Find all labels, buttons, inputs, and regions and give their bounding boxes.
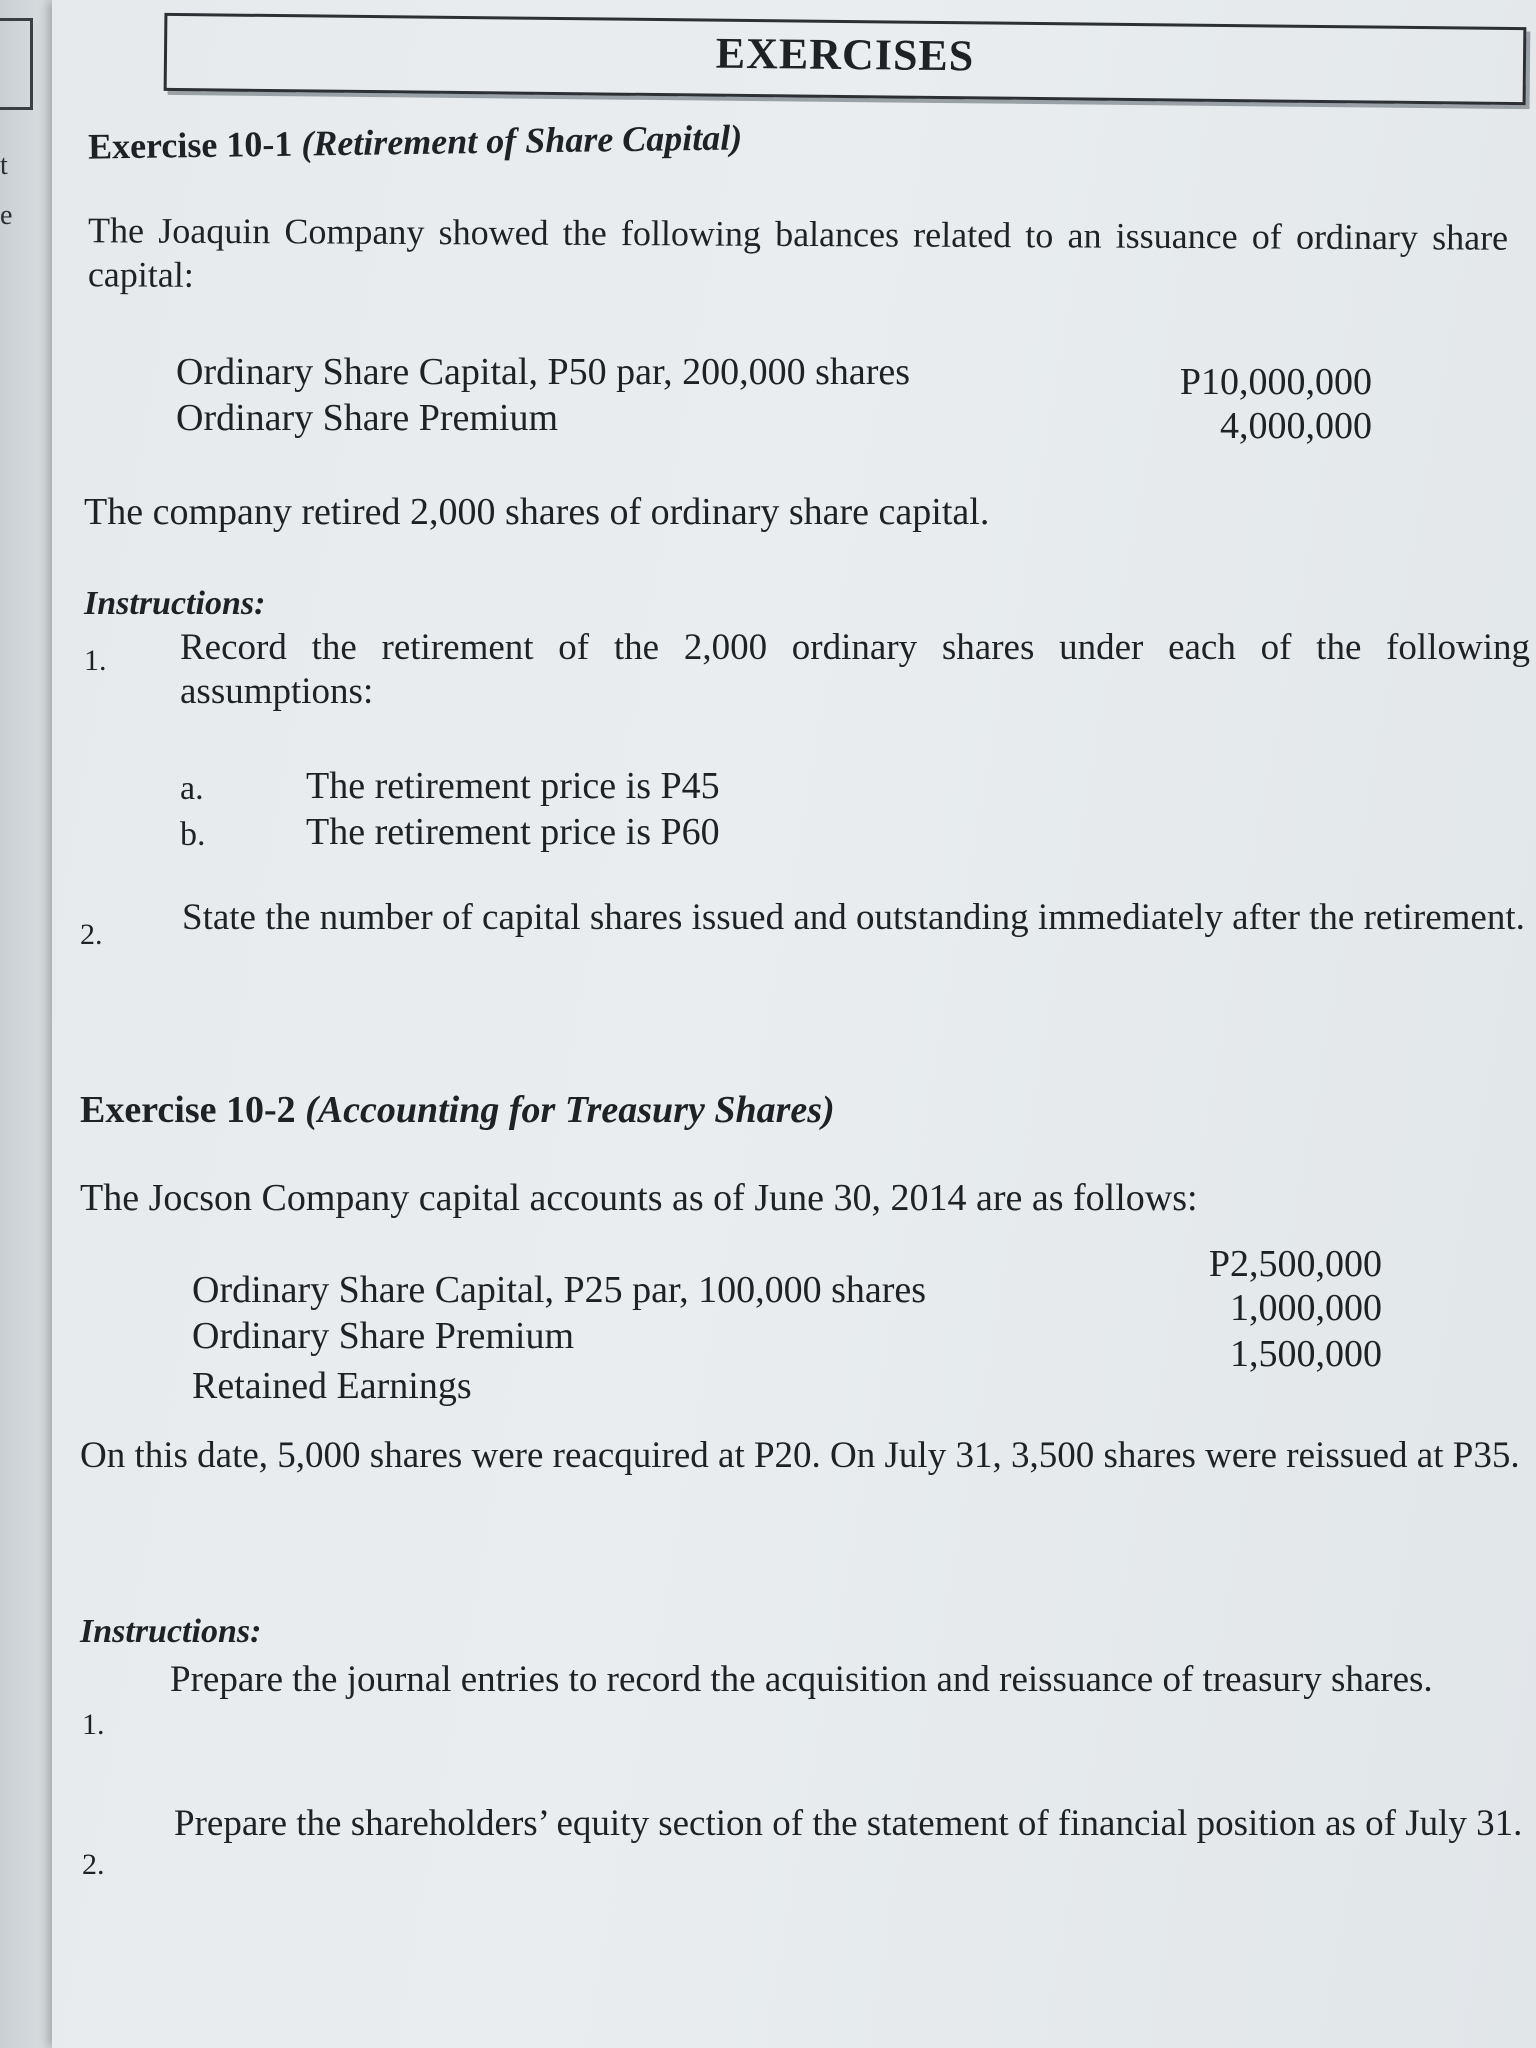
ex2-item-text: Prepare the shareholders’ equity section of the statement of financial position as of July 31. [174,1803,1523,1844]
exercise-1-statement: The company retired 2,000 shares of ordinary share capital. [84,491,990,533]
ex1-item-text: Record the retirement of the 2,000 ordinary shares under each of the following assumptions: [180,627,1530,712]
exercise-2-number: Exercise 10-2 [80,1089,296,1131]
previous-page-margin [0,0,52,2048]
ex1-balance-label: Ordinary Share Capital, P50 par, 200,000 shares [176,351,911,393]
ex1-item-text: State the number of capital shares issued and outstanding immediately after the retirement. [182,897,1525,938]
ex2-balance-label: Ordinary Share Premium [192,1315,575,1357]
ex2-balance-amount: 1,500,000 [1230,1333,1382,1375]
previous-page-box-edge [0,18,33,110]
exercise-1-number: Exercise 10-1 [87,123,293,167]
textbook-page [52,0,1536,2048]
exercise-1-instructions-label: Instructions: [84,585,266,622]
ex1-balance-label: Ordinary Share Premium [176,397,559,439]
ex1-item-number: 2. [80,918,103,951]
margin-char: e [0,200,13,231]
ex1-subitem-letter: a. [180,770,204,807]
exercise-1-topic: (Retirement of Share Capital) [301,117,743,164]
ex1-item-number: 1. [84,644,107,677]
ex1-subitem-text: The retirement price is P60 [306,811,720,853]
ex1-subitem-letter: b. [180,816,206,853]
exercise-2-topic: (Accounting for Treasury Shares) [305,1089,835,1131]
ex1-balance-amount: 4,000,000 [1220,405,1372,447]
ex1-balance-amount: P10,000,000 [1179,361,1372,403]
exercise-2-instructions-label: Instructions: [80,1613,262,1650]
exercise-1-heading [88,115,743,168]
ex2-item-text: Prepare the journal entries to record the acquisition and reissuance of treasury shares. [170,1659,1433,1700]
margin-char: t [0,150,8,181]
ex2-balance-amount: P2,500,000 [1208,1243,1382,1285]
exercise-2-intro: The Jocson Company capital accounts as of June 30, 2014 are as follows: [80,1177,1198,1219]
page-title: EXERCISES [715,28,975,81]
ex2-balance-amount: 1,000,000 [1230,1287,1382,1329]
exercise-2-heading [80,1088,835,1132]
page-title-box [164,13,1527,105]
ex2-item-number: 1. [82,1708,105,1741]
ex1-subitem-text: The retirement price is P45 [306,765,720,807]
exercise-1-intro: The Joaquin Company showed the following balances related to an issuance of ordinary share capital: [87,210,1509,295]
ex2-balance-label: Retained Earnings [192,1365,472,1407]
exercise-2-statement: On this date, 5,000 shares were reacquired at P20. On July 31, 3,500 shares were reissued at P35. [80,1435,1520,1476]
ex2-balance-label: Ordinary Share Capital, P25 par, 100,000 shares [192,1269,927,1311]
ex2-item-number: 2. [82,1848,105,1881]
